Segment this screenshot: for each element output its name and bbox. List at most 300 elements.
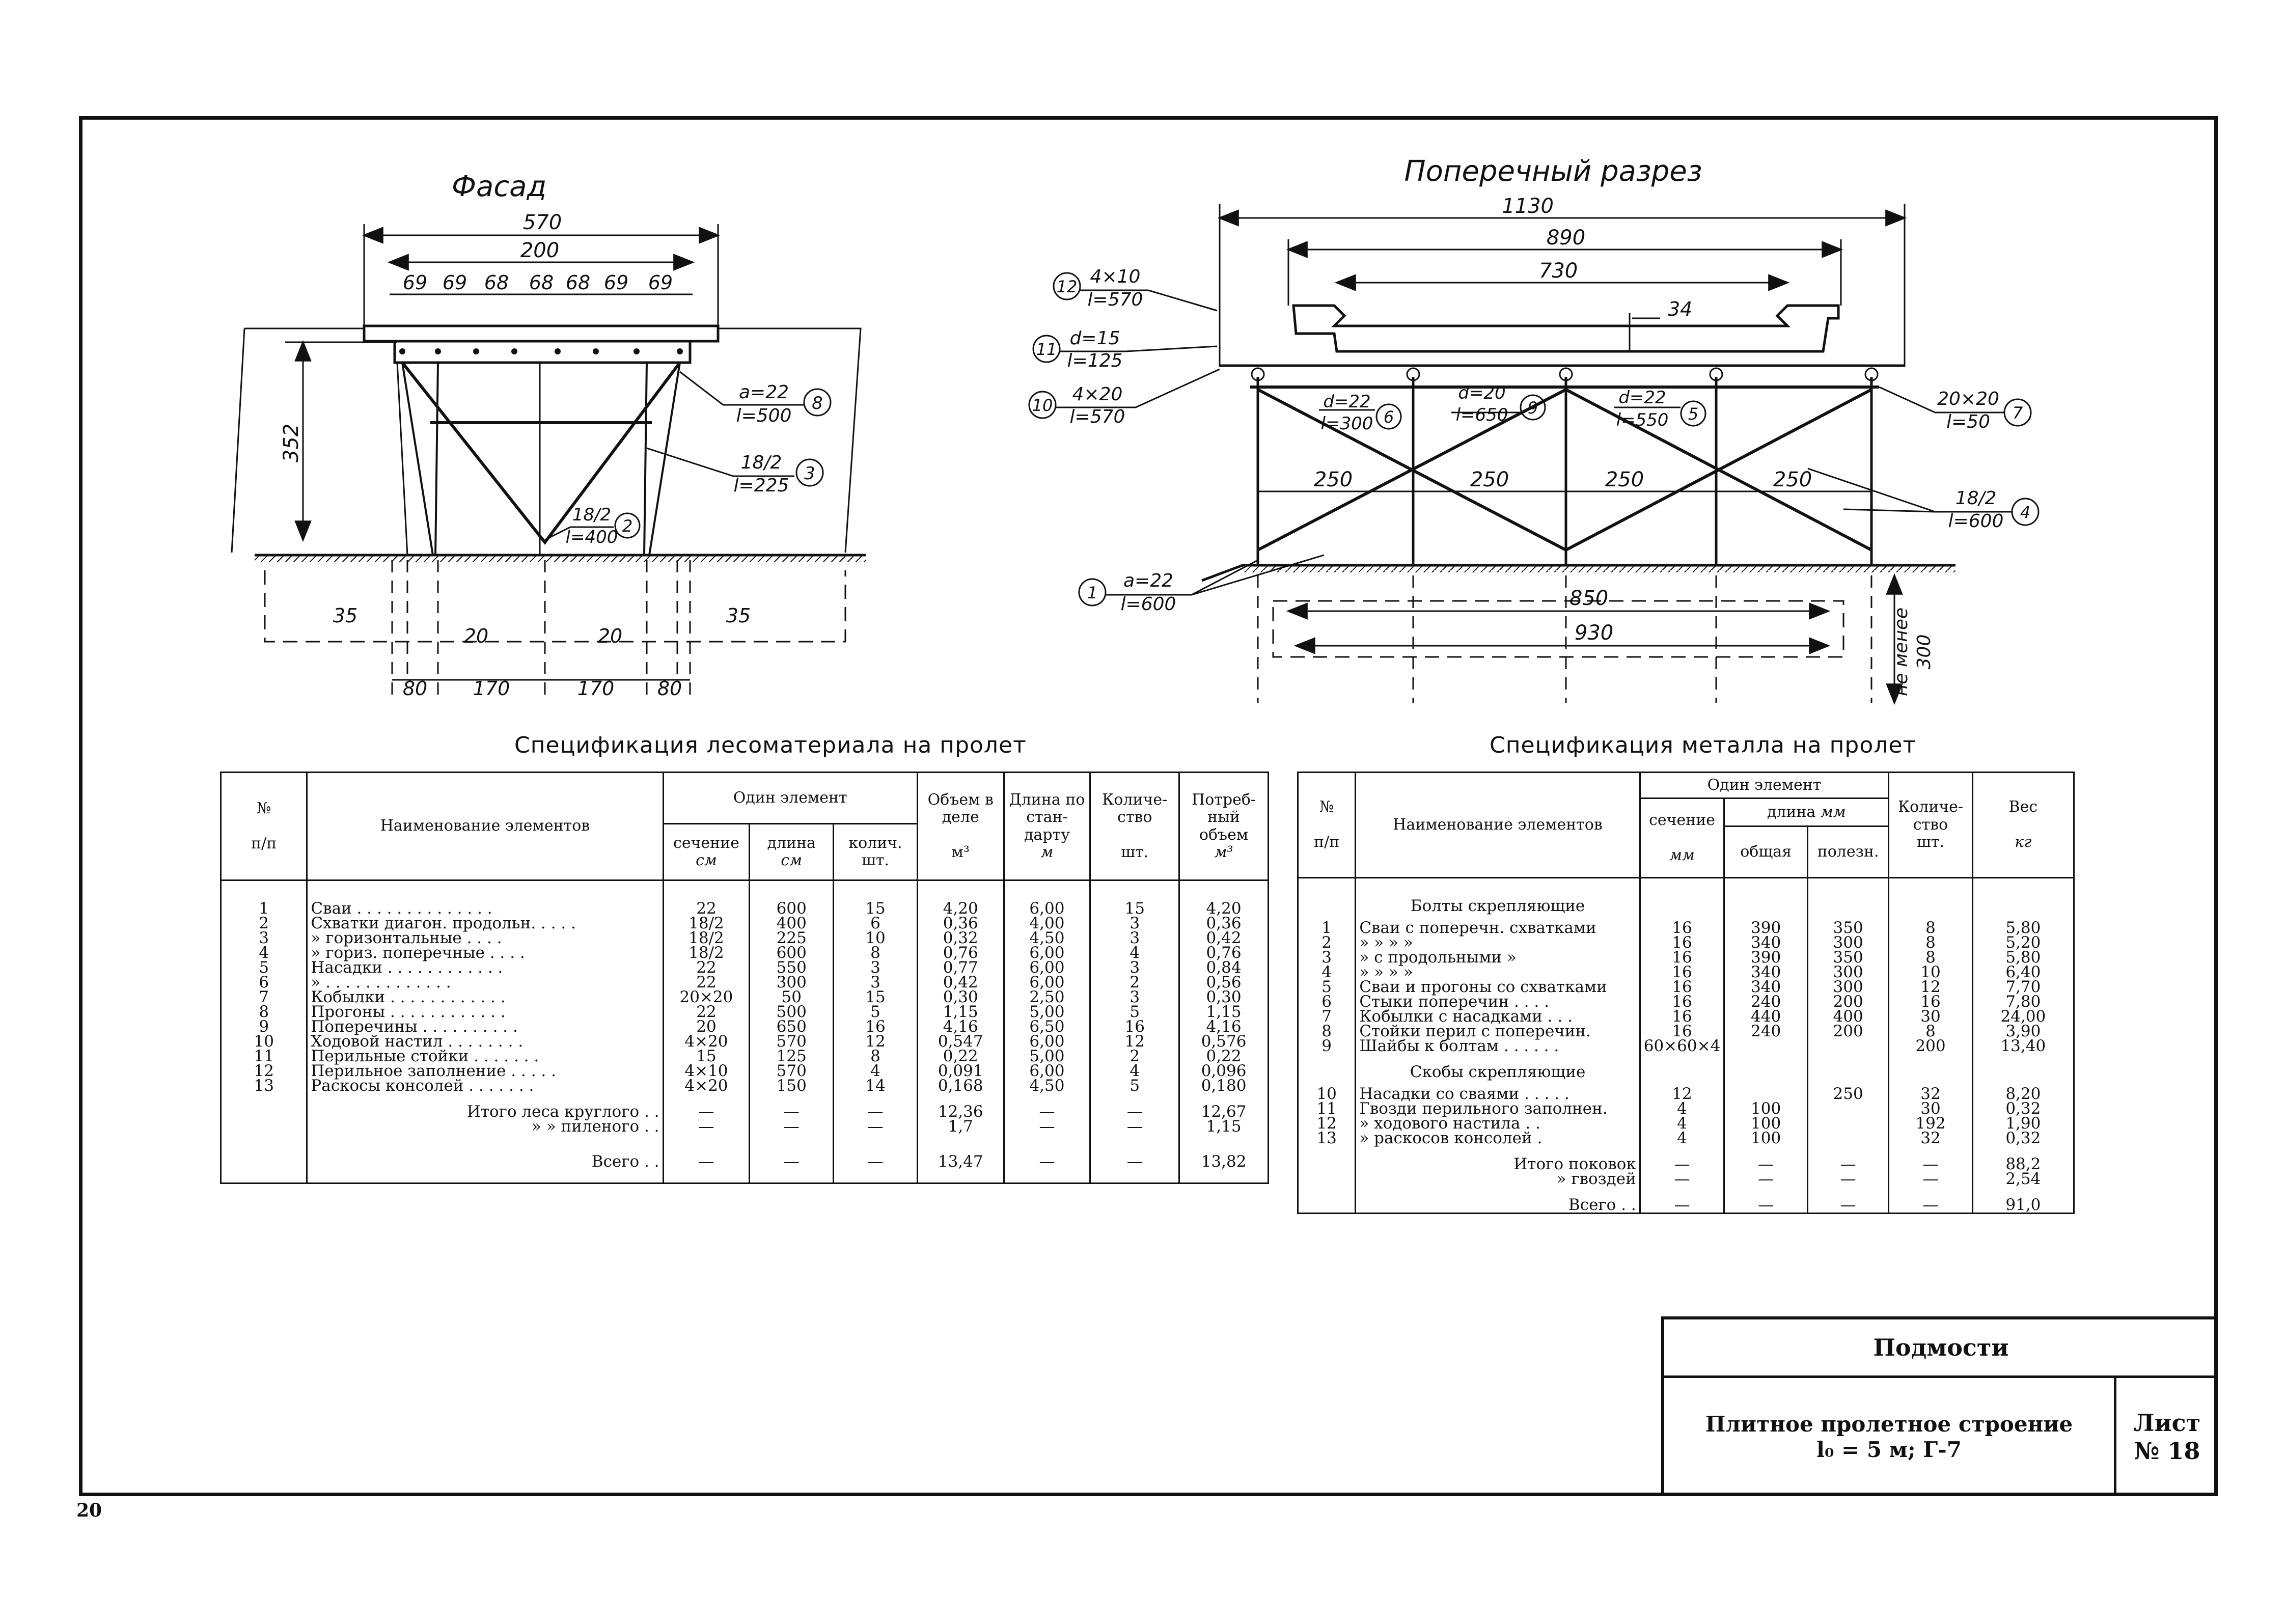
title-block-subtitle-1: Плитное пролетное строение <box>1705 1411 2073 1437</box>
row-name: Раскосы консолей . . . . . . . <box>307 1079 663 1093</box>
row-qty: 8 <box>1889 935 1972 950</box>
row-std-length: 6,00 <box>1004 1064 1090 1079</box>
row-count: 15 <box>834 880 918 917</box>
row-length: 570 <box>750 1064 834 1079</box>
row-count: 16 <box>834 1020 918 1034</box>
row-name: Ходовой настил . . . . . . . . <box>307 1034 663 1049</box>
dash: — <box>834 1134 918 1183</box>
svg-text:a=22: a=22 <box>738 382 789 403</box>
row-need: 0,76 <box>1179 946 1269 960</box>
row-name: » раскосов консолей . <box>1356 1131 1640 1146</box>
row-useful-length <box>1807 1131 1888 1146</box>
row-no: 1 <box>221 880 307 917</box>
row-section: 22 <box>663 880 750 917</box>
row-no: 8 <box>1298 1024 1356 1039</box>
row-need: 0,22 <box>1179 1049 1269 1064</box>
section-callout-7 <box>1879 387 2031 432</box>
row-length: 600 <box>750 946 834 960</box>
section-callout-12 <box>1054 266 1217 311</box>
metal-total-row <box>1298 1172 2074 1187</box>
col-volume: Объем в деле м³ <box>917 773 1004 880</box>
row-no: 8 <box>221 1005 307 1020</box>
row-qty: 30 <box>1889 1102 1972 1116</box>
row-no <box>221 1134 307 1183</box>
row-no: 3 <box>221 931 307 946</box>
dash: — <box>1640 1187 1724 1214</box>
m-col-weight: Вес кг <box>1972 773 2074 878</box>
row-length: 650 <box>750 1020 834 1034</box>
row-length: 550 <box>750 960 834 975</box>
row-qty: 2 <box>1090 1049 1179 1064</box>
row-section: 22 <box>663 975 750 990</box>
row-length: 500 <box>750 1005 834 1020</box>
row-name: Кобылки с насадками . . . <box>1356 1009 1640 1024</box>
section-dim-930: 930 <box>1574 621 1614 645</box>
metal-spec-title: Спецификация металла на пролет <box>1490 732 1917 758</box>
row-section: 16 <box>1640 995 1724 1009</box>
m-col-one-element: Один элемент <box>1640 773 1889 799</box>
row-need: 0,42 <box>1179 931 1269 946</box>
row-name: Кобылки . . . . . . . . . . . . <box>307 990 663 1005</box>
svg-text:8: 8 <box>812 393 823 414</box>
row-total-length: 100 <box>1724 1102 1808 1116</box>
row-no <box>1298 1054 1356 1080</box>
facade-dim-200: 200 <box>520 239 560 262</box>
dash: — <box>1724 1146 1808 1172</box>
row-weight: 1,90 <box>1972 1116 2074 1131</box>
row-name: Сваи . . . . . . . . . . . . . . <box>307 880 663 917</box>
row-std-length: 6,00 <box>1004 975 1090 990</box>
page-number: 20 <box>76 1500 102 1521</box>
m-col-name: Наименование элементов <box>1356 773 1640 878</box>
col-need: Потреб-ный объем м³ <box>1179 773 1269 880</box>
row-name: Шайбы к болтам . . . . . . <box>1356 1039 1640 1054</box>
svg-text:18/2: 18/2 <box>1955 488 1997 509</box>
dash: — <box>1889 1172 1972 1187</box>
svg-text:9: 9 <box>1527 398 1538 418</box>
svg-text:3: 3 <box>804 463 815 484</box>
row-no: 5 <box>221 960 307 975</box>
metal-rows <box>1298 878 2074 1214</box>
col-name: Наименование элементов <box>307 773 663 880</box>
row-total-length: 390 <box>1724 950 1808 965</box>
row-name: Поперечины . . . . . . . . . . <box>307 1020 663 1034</box>
row-qty: 5 <box>1090 1005 1179 1020</box>
row-section: 22 <box>663 1005 750 1020</box>
m-col-no: № п/п <box>1298 773 1356 878</box>
svg-text:18/2: 18/2 <box>572 505 612 525</box>
svg-text:l=650: l=650 <box>1455 405 1508 425</box>
m-col-length: длина мм <box>1724 799 1889 827</box>
facade-spacings <box>403 271 673 294</box>
row-count: 8 <box>834 946 918 960</box>
dash: — <box>1004 1134 1090 1183</box>
row-length: 225 <box>750 931 834 946</box>
row-total-length <box>1724 1080 1808 1102</box>
svg-text:l=300: l=300 <box>1320 414 1373 434</box>
row-weight: 13,40 <box>1972 1039 2074 1054</box>
row-volume: 0,30 <box>917 990 1004 1005</box>
col-no: № п/п <box>221 773 307 880</box>
row-std-length: 6,00 <box>1004 880 1090 917</box>
row-section: 4×20 <box>663 1034 750 1049</box>
row-volume: 0,32 <box>917 931 1004 946</box>
row-qty: 32 <box>1889 1080 1972 1102</box>
row-useful-length: 250 <box>1807 1080 1888 1102</box>
total-name: » » пиленого . . <box>307 1119 663 1134</box>
row-volume: 0,547 <box>917 1034 1004 1049</box>
dash: — <box>1807 1172 1888 1187</box>
row-section: 16 <box>1640 1024 1724 1039</box>
row-count: 5 <box>834 1005 918 1020</box>
row-length: 400 <box>750 916 834 931</box>
row-section: 16 <box>1640 965 1724 980</box>
section-dim-not-less: не менее <box>1891 607 1912 697</box>
row-count: 3 <box>834 975 918 990</box>
m-col-qty: Количе-ство шт. <box>1889 773 1972 878</box>
row-need: 0,096 <box>1179 1064 1269 1079</box>
row-section: 15 <box>663 1049 750 1064</box>
dash: — <box>1807 1187 1888 1214</box>
facade-callout-8 <box>680 372 831 426</box>
svg-text:7: 7 <box>2012 403 2023 423</box>
grand-need: 13,82 <box>1179 1134 1269 1183</box>
row-no <box>221 1119 307 1134</box>
row-no: 7 <box>1298 1009 1356 1024</box>
row-qty: 5 <box>1090 1079 1179 1093</box>
row-qty: 3 <box>1090 931 1179 946</box>
row-weight: 7,80 <box>1972 995 2074 1009</box>
row-qty: 192 <box>1889 1116 1972 1131</box>
row-name: » » » » <box>1356 935 1640 950</box>
total-name: Итого леса круглого . . <box>307 1093 663 1119</box>
empty <box>1972 1054 2074 1080</box>
row-volume: 0,42 <box>917 975 1004 990</box>
row-volume: 0,77 <box>917 960 1004 975</box>
section-dim-1130: 1130 <box>1502 195 1554 218</box>
row-no: 6 <box>221 975 307 990</box>
row-total-length: 100 <box>1724 1131 1808 1146</box>
section-dim-850: 850 <box>1569 587 1609 610</box>
spacing-4: 68 <box>529 271 554 294</box>
row-no <box>221 1093 307 1119</box>
grand-volume: 13,47 <box>917 1134 1004 1183</box>
section-title: Поперечный разрез <box>1404 155 1702 188</box>
row-volume: 4,20 <box>917 880 1004 917</box>
row-need: 0,56 <box>1179 975 1269 990</box>
section-callout-11 <box>1033 328 1217 371</box>
section-callout-5 <box>1614 388 1705 430</box>
row-useful-length: 350 <box>1807 914 1888 935</box>
row-no: 13 <box>1298 1131 1356 1146</box>
row-useful-length <box>1807 1102 1888 1116</box>
row-useful-length: 350 <box>1807 950 1888 965</box>
section-callout-9 <box>1451 383 1545 425</box>
row-count: 14 <box>834 1079 918 1093</box>
svg-text:a=22: a=22 <box>1123 570 1174 591</box>
row-name: Прогоны . . . . . . . . . . . . <box>307 1005 663 1020</box>
dash: — <box>1724 1172 1808 1187</box>
dash: — <box>1090 1134 1179 1183</box>
row-std-length: 5,00 <box>1004 1049 1090 1064</box>
dash: — <box>834 1093 918 1119</box>
row-need: 0,180 <box>1179 1079 1269 1093</box>
svg-text:l=600: l=600 <box>1120 594 1176 615</box>
row-qty: 8 <box>1889 950 1972 965</box>
svg-text:4: 4 <box>2020 503 2031 522</box>
row-volume: 0,36 <box>917 916 1004 931</box>
dash: — <box>1090 1119 1179 1134</box>
row-section: 16 <box>1640 980 1724 995</box>
row-count: 8 <box>834 1049 918 1064</box>
row-need: 0,84 <box>1179 960 1269 975</box>
spacing-2: 69 <box>442 271 467 294</box>
svg-text:l=570: l=570 <box>1069 406 1125 427</box>
section-drawing <box>1029 155 2039 703</box>
row-no <box>1298 1146 1356 1172</box>
row-section: 12 <box>1640 1080 1724 1102</box>
metal-row <box>1298 1080 2074 1102</box>
row-count: 4 <box>834 1064 918 1079</box>
empty <box>1889 878 1972 914</box>
empty <box>1640 878 1724 914</box>
metal-spec-table <box>1297 772 2075 1214</box>
timber-row <box>221 880 1269 917</box>
row-no <box>1298 878 1356 914</box>
row-section: 4 <box>1640 1116 1724 1131</box>
section-callout-10 <box>1029 369 1220 427</box>
timber-spec-title: Спецификация лесоматериала на пролет <box>514 732 1027 758</box>
title-block-subtitle-2: l₀ = 5 м; Г-7 <box>1816 1437 1962 1462</box>
facade-drawing <box>232 170 866 703</box>
row-need: 4,20 <box>1179 880 1269 917</box>
empty <box>1724 878 1808 914</box>
row-total-length: 100 <box>1724 1116 1808 1131</box>
total-weight: 2,54 <box>1972 1172 2074 1187</box>
row-name: Гвозди перильного заполнен. <box>1356 1102 1640 1116</box>
row-section: 16 <box>1640 1009 1724 1024</box>
row-qty: 4 <box>1090 946 1179 960</box>
svg-text:4×20: 4×20 <box>1072 384 1123 405</box>
empty <box>1889 1054 1972 1080</box>
row-total-length: 340 <box>1724 980 1808 995</box>
row-length: 150 <box>750 1079 834 1093</box>
row-useful-length: 400 <box>1807 1009 1888 1024</box>
row-total-length: 440 <box>1724 1009 1808 1024</box>
row-weight: 3,90 <box>1972 1024 2074 1039</box>
empty <box>1640 1054 1724 1080</box>
row-no: 4 <box>221 946 307 960</box>
svg-text:d=20: d=20 <box>1458 383 1506 403</box>
row-section: 20 <box>663 1020 750 1034</box>
row-no <box>1298 1172 1356 1187</box>
grand-weight: 91,0 <box>1972 1187 2074 1214</box>
col-length: длина см <box>750 824 834 880</box>
section-dim-730: 730 <box>1538 259 1578 283</box>
section-span-2: 250 <box>1470 468 1509 491</box>
m-col-useful-length: полезн. <box>1807 827 1888 878</box>
section-heading: Скобы скрепляющие <box>1356 1054 1640 1080</box>
row-no: 2 <box>221 916 307 931</box>
facade-dim-570: 570 <box>522 211 562 234</box>
col-one-element: Один элемент <box>663 773 917 824</box>
sheet-number: № 18 <box>2134 1437 2200 1465</box>
row-volume: 0,76 <box>917 946 1004 960</box>
row-section: 18/2 <box>663 946 750 960</box>
row-name: » . . . . . . . . . . . . . <box>307 975 663 990</box>
metal-grand-total-row <box>1298 1187 2074 1214</box>
row-no: 4 <box>1298 965 1356 980</box>
col-count: колич. шт. <box>834 824 918 880</box>
row-std-length: 5,00 <box>1004 1005 1090 1020</box>
dash: — <box>1090 1093 1179 1119</box>
row-no: 1 <box>1298 914 1356 935</box>
row-qty: 15 <box>1090 880 1179 917</box>
section-callout-6 <box>1319 392 1401 434</box>
row-volume: 4,16 <box>917 1020 1004 1034</box>
dash: — <box>663 1119 750 1134</box>
dash: — <box>834 1119 918 1134</box>
row-no: 12 <box>221 1064 307 1079</box>
row-name: Насадки . . . . . . . . . . . . <box>307 960 663 975</box>
spacing-6: 69 <box>603 271 629 294</box>
empty <box>1807 878 1888 914</box>
row-name: » ходового настила . . <box>1356 1116 1640 1131</box>
row-no: 2 <box>1298 935 1356 950</box>
row-section: 4 <box>1640 1131 1724 1146</box>
row-name: » с продольными » <box>1356 950 1640 965</box>
spacing-7: 69 <box>648 271 673 294</box>
total-volume: 12,36 <box>917 1093 1004 1119</box>
row-qty: 3 <box>1090 960 1179 975</box>
row-qty: 30 <box>1889 1009 1972 1024</box>
section-span-1: 250 <box>1313 468 1353 491</box>
dash: — <box>1889 1187 1972 1214</box>
row-length: 300 <box>750 975 834 990</box>
row-weight: 5,80 <box>1972 914 2074 935</box>
svg-text:l=500: l=500 <box>736 405 792 426</box>
row-need: 0,30 <box>1179 990 1269 1005</box>
section-span-4: 250 <box>1773 468 1812 491</box>
row-name: Стойки перил с поперечин. <box>1356 1024 1640 1039</box>
row-useful-length: 300 <box>1807 965 1888 980</box>
row-need: 1,15 <box>1179 1005 1269 1020</box>
row-volume: 1,15 <box>917 1005 1004 1020</box>
row-name: Стыки поперечин . . . . <box>1356 995 1640 1009</box>
row-std-length: 6,00 <box>1004 1034 1090 1049</box>
row-qty: 3 <box>1090 990 1179 1005</box>
dash: — <box>1889 1146 1972 1172</box>
row-total-length: 340 <box>1724 965 1808 980</box>
svg-text:6: 6 <box>1383 407 1394 427</box>
svg-text:l=50: l=50 <box>1946 411 1990 432</box>
row-total-length <box>1724 1039 1808 1054</box>
facade-dim-35-left: 35 <box>333 604 358 627</box>
row-total-length: 340 <box>1724 935 1808 950</box>
row-weight: 8,20 <box>1972 1080 2074 1102</box>
row-count: 10 <box>834 931 918 946</box>
row-count: 6 <box>834 916 918 931</box>
row-no <box>1298 1187 1356 1214</box>
metal-section-row <box>1298 878 2074 914</box>
row-volume: 0,168 <box>917 1079 1004 1093</box>
row-qty: 4 <box>1090 1064 1179 1079</box>
facade-dim-80-right: 80 <box>657 677 682 700</box>
row-weight: 6,40 <box>1972 965 2074 980</box>
row-section: 18/2 <box>663 916 750 931</box>
row-no: 3 <box>1298 950 1356 965</box>
total-weight: 88,2 <box>1972 1146 2074 1172</box>
row-qty: 16 <box>1090 1020 1179 1034</box>
title-block-title: Подмости <box>1664 1319 2218 1378</box>
dash: — <box>1640 1146 1724 1172</box>
row-volume: 0,091 <box>917 1064 1004 1079</box>
dash: — <box>750 1093 834 1119</box>
row-section: 20×20 <box>663 990 750 1005</box>
row-weight: 0,32 <box>1972 1131 2074 1146</box>
total-volume: 1,7 <box>917 1119 1004 1134</box>
svg-text:20×20: 20×20 <box>1937 389 1999 409</box>
empty <box>1972 878 2074 914</box>
row-section: 18/2 <box>663 931 750 946</box>
timber-spec-table <box>220 772 1269 1184</box>
facade-callout-2 <box>545 505 640 547</box>
row-section: 4×10 <box>663 1064 750 1079</box>
row-section: 4×20 <box>663 1079 750 1093</box>
drawings <box>0 0 2286 754</box>
row-std-length: 2,50 <box>1004 990 1090 1005</box>
dash: — <box>1807 1146 1888 1172</box>
row-name: Сваи и прогоны со схватками <box>1356 980 1640 995</box>
row-section: 60×60×4 <box>1640 1039 1724 1054</box>
row-no: 11 <box>1298 1102 1356 1116</box>
row-count: 3 <box>834 960 918 975</box>
row-useful-length <box>1807 1116 1888 1131</box>
col-qty: Количе-ство шт. <box>1090 773 1179 880</box>
dash: — <box>1004 1093 1090 1119</box>
dash: — <box>750 1134 834 1183</box>
row-qty: 32 <box>1889 1131 1972 1146</box>
facade-title: Фасад <box>451 170 547 203</box>
svg-text:l=550: l=550 <box>1616 410 1669 430</box>
row-no: 6 <box>1298 995 1356 1009</box>
row-name: » » » » <box>1356 965 1640 980</box>
facade-dim-352: 352 <box>280 423 303 463</box>
row-no: 7 <box>221 990 307 1005</box>
empty <box>1724 1054 1808 1080</box>
sheet-label: Лист <box>2133 1409 2201 1437</box>
row-name: Насадки со сваями . . . . . <box>1356 1080 1640 1102</box>
facade-dim-20-right: 20 <box>597 625 623 647</box>
dash: — <box>1640 1172 1724 1187</box>
facade-dim-35-right: 35 <box>726 604 751 627</box>
section-heading: Болты скрепляющие <box>1356 878 1640 914</box>
title-block <box>1661 1316 2218 1496</box>
metal-row <box>1298 1131 2074 1146</box>
row-no: 12 <box>1298 1116 1356 1131</box>
row-section: 16 <box>1640 950 1724 965</box>
row-name: Сваи с поперечн. схватками <box>1356 914 1640 935</box>
metal-row <box>1298 914 2074 935</box>
row-qty: 3 <box>1090 916 1179 931</box>
facade-callout-3 <box>647 448 823 496</box>
row-no: 9 <box>221 1020 307 1034</box>
svg-text:1: 1 <box>1087 583 1098 602</box>
empty <box>1807 1054 1888 1080</box>
svg-text:18/2: 18/2 <box>740 452 782 473</box>
row-length: 50 <box>750 990 834 1005</box>
row-length: 125 <box>750 1049 834 1064</box>
